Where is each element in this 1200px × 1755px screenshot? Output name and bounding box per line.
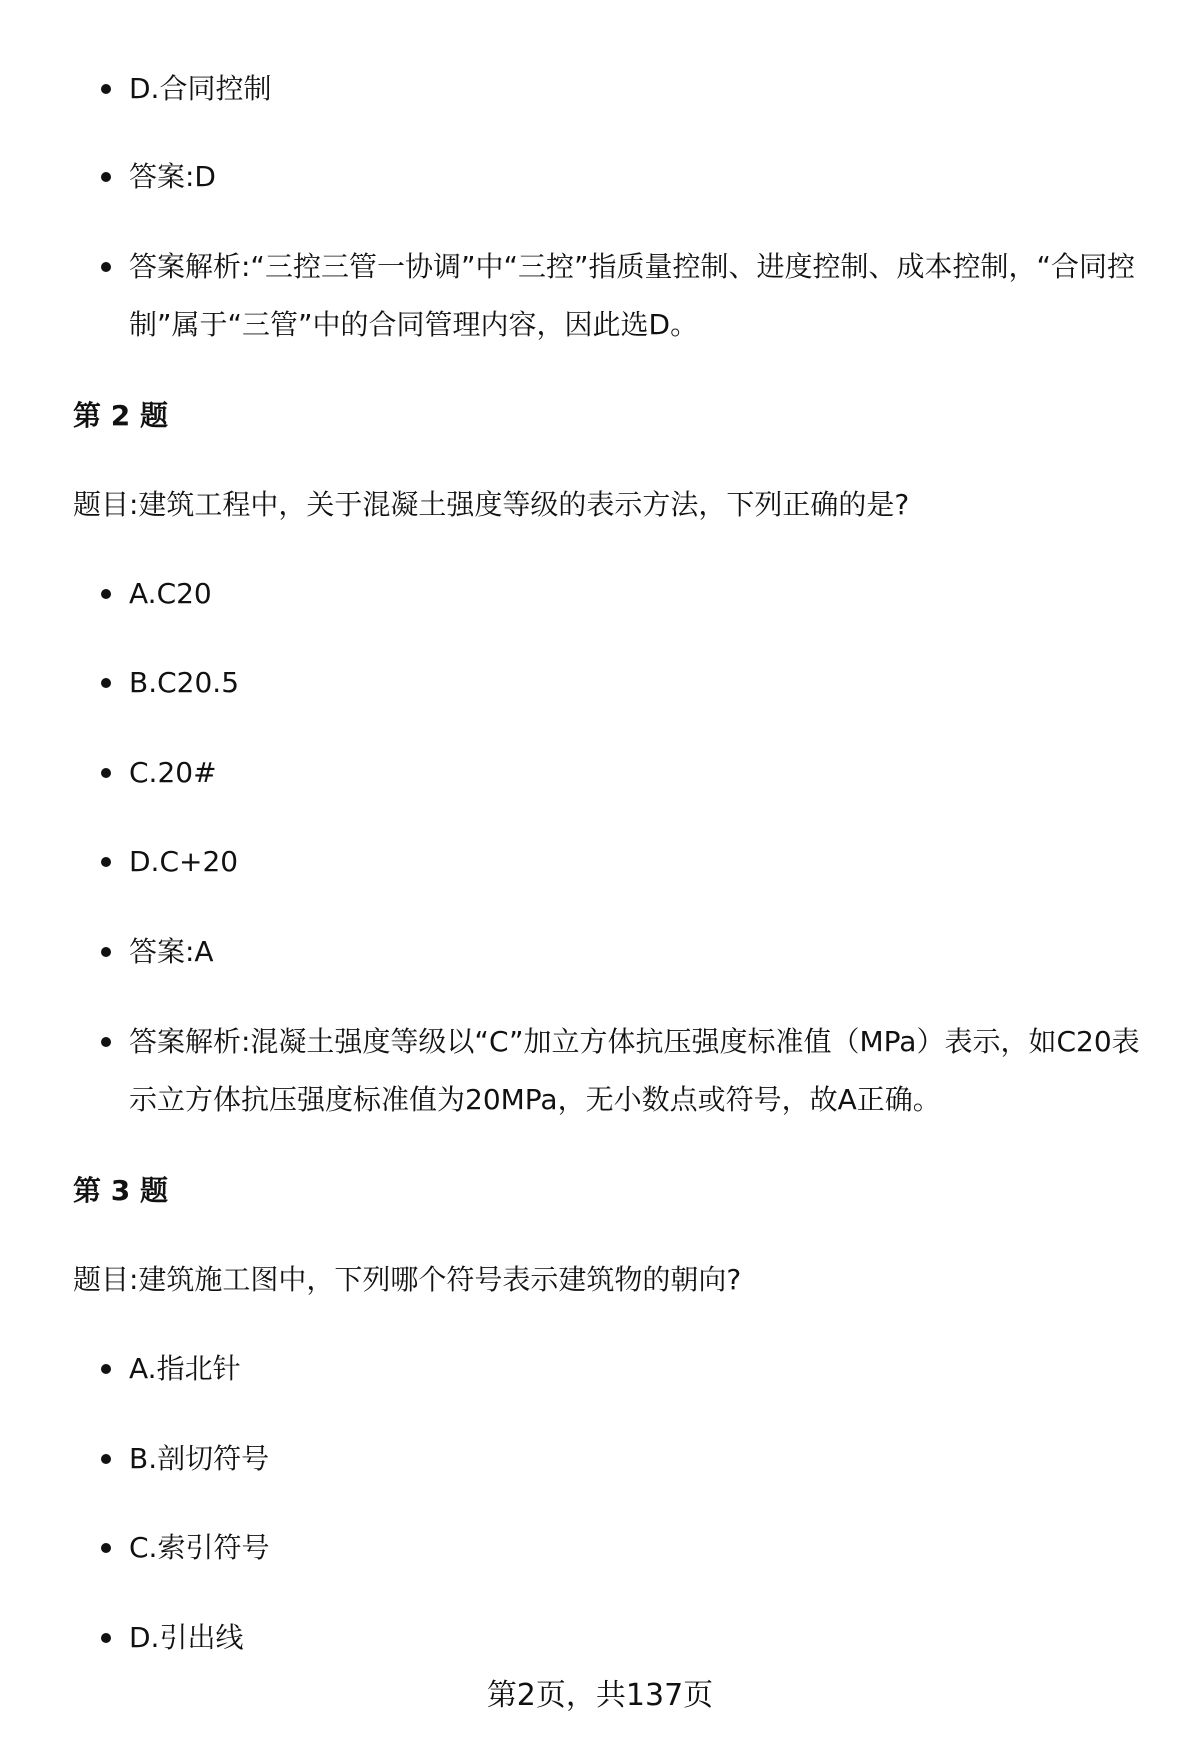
q2-question: 题目:建筑工程中，关于混凝土强度等级的表示方法，下列正确的是? <box>73 488 910 521</box>
q3-question: 题目:建筑施工图中，下列哪个符号表示建筑物的朝向? <box>73 1263 742 1296</box>
q3-option-b: B.剖切符号 <box>129 1430 1149 1488</box>
page-footer: 第2页，共137页 <box>486 1678 714 1713</box>
q2-explanation: 答案解析:混凝土强度等级以“C”加立方体抗压强度标准值（MPa）表示，如C20表示立方体抗压强度标准值为20MPa，无小数点或符号，故A正确。 <box>129 1013 1149 1129</box>
q2-option-c: C.20# <box>129 744 1149 802</box>
q3-heading: 第 3 题 <box>73 1174 168 1207</box>
q3-option-a: A.指北针 <box>129 1340 1149 1398</box>
q3-option-c: C.索引符号 <box>129 1519 1149 1577</box>
q2-option-a: A.C20 <box>129 565 1149 623</box>
q1-option-d: D.合同控制 <box>129 60 1149 118</box>
q1-answer: 答案:D <box>129 148 1149 206</box>
q2-option-b: B.C20.5 <box>129 654 1149 712</box>
q1-explanation: 答案解析:“三控三管一协调”中“三控”指质量控制、进度控制、成本控制，“合同控制”属于“三管”中的合同管理内容，因此选D。 <box>129 238 1149 354</box>
q2-answer: 答案:A <box>129 923 1149 981</box>
q2-heading: 第 2 题 <box>73 399 168 432</box>
q3-option-d: D.引出线 <box>129 1609 1149 1667</box>
q2-option-d: D.C+20 <box>129 833 1149 891</box>
